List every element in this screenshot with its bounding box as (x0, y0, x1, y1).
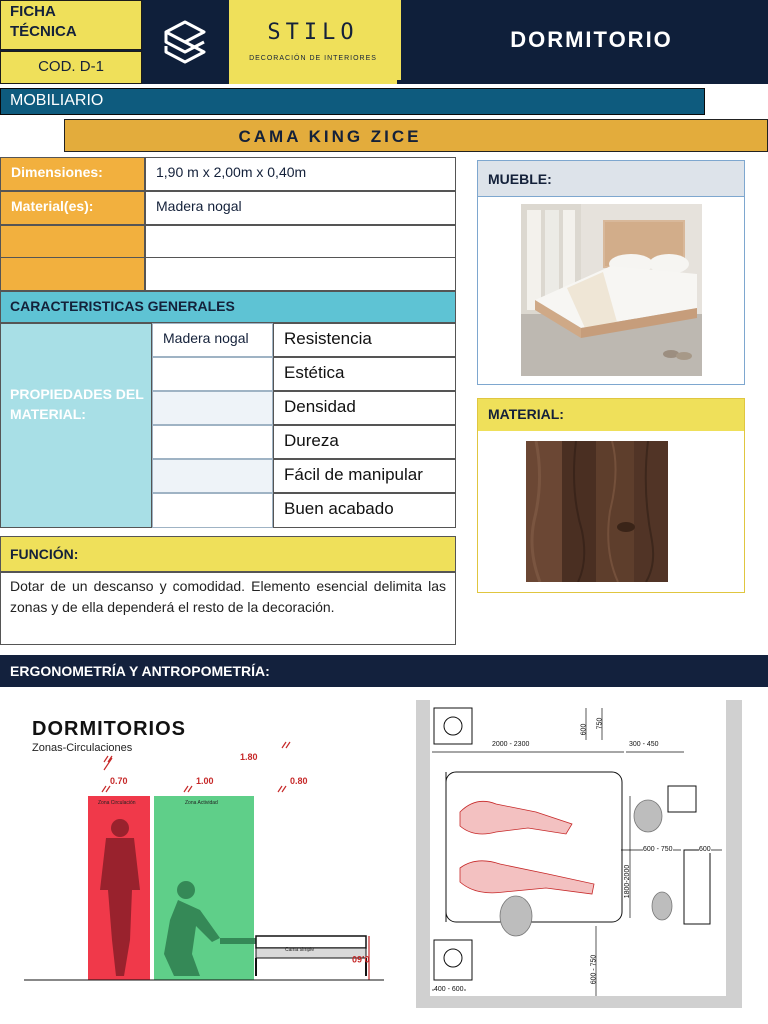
plan-dim: 2000 - 2300 (492, 741, 530, 748)
zones-diagram-title: DORMITORIOS (32, 718, 186, 740)
property-cell: Buen acabado (273, 493, 456, 528)
spec-value: Madera nogal (145, 191, 456, 225)
ficha-line-1: FICHA (10, 3, 56, 20)
plan-dim: 600 - 750 (643, 846, 673, 853)
wood-texture-photo (526, 441, 668, 582)
brand-logo-icon (146, 6, 224, 78)
ficha-line-2: TÉCNICA (10, 23, 77, 40)
material-cell (152, 493, 273, 528)
material-cell (152, 459, 273, 493)
dim-c-label: 0.80 (290, 776, 308, 786)
material-cell: Madera nogal (152, 323, 273, 357)
property-cell: Resistencia (273, 323, 456, 357)
material-cell (152, 391, 273, 425)
plan-dim: 750 (596, 717, 604, 730)
floor-plan-diagram (416, 700, 742, 1008)
product-name: CAMA KING ZICE (238, 127, 422, 146)
spec-row (0, 257, 456, 291)
plan-dim: 600 - 750 (590, 954, 598, 985)
dim-total-label: 1.80 (240, 752, 258, 762)
funcion-label: FUNCIÓN: (10, 546, 79, 562)
bed-label: Cama simple (285, 947, 315, 953)
category-bar (0, 88, 705, 115)
zones-diagram (24, 740, 384, 990)
material-label: MATERIAL: (488, 406, 564, 422)
spec-row (0, 225, 456, 259)
material-cell (152, 425, 273, 459)
spec-label (0, 225, 145, 259)
category-label: MOBILIARIO (10, 92, 104, 109)
property-cell: Estética (273, 357, 456, 391)
section-title: DORMITORIO (510, 27, 673, 52)
spec-value: 1,90 m x 2,00m x 0,40m (145, 157, 456, 191)
property-cell: Fácil de manipular (273, 459, 456, 493)
zone-2-label: Zona Actividad (185, 800, 218, 806)
funcion-text: Dotar de un descanso y comodidad. Elemento esencial delimita las zonas y de ella dependerá el resto de la decoración. (10, 578, 446, 615)
plan-dim: 600 (580, 723, 588, 736)
spec-value (145, 257, 456, 291)
mueble-label: MUEBLE: (488, 171, 552, 187)
plan-dim: 1800-2000 (624, 864, 632, 899)
zones-diagram-subtitle: Zonas-Circulaciones (32, 742, 133, 754)
property-cell: Densidad (273, 391, 456, 425)
spec-label: Dimensiones: (0, 157, 145, 191)
material-cell (152, 357, 273, 391)
dim-a-label: 0.70 (110, 776, 128, 786)
plan-dim: 400 - 600 (434, 986, 464, 993)
brand-name: STILO (267, 20, 359, 45)
dim-b-label: 1.00 (196, 776, 214, 786)
zone-1-label: Zona Circulación (98, 800, 136, 806)
brand-divider (397, 0, 401, 80)
caracteristicas-title: CARACTERISTICAS GENERALES (10, 298, 235, 314)
ergonometria-label: ERGONOMETRÍA Y ANTROPOMETRÍA: (10, 663, 270, 679)
spec-row (0, 157, 456, 191)
propiedades-label: PROPIEDADES DEL MATERIAL: (10, 386, 144, 422)
codigo-label: COD. D-1 (38, 58, 104, 75)
property-cell: Dureza (273, 425, 456, 459)
brand-subtitle: DECORACIÓN DE INTERIORES (249, 55, 377, 62)
bed-height-label: 0.60 (352, 954, 370, 964)
propiedades-label-box (0, 323, 152, 528)
spec-value (145, 225, 456, 259)
ficha-title (10, 2, 77, 42)
plan-dim: 300 - 450 (629, 741, 659, 748)
spec-row (0, 191, 456, 225)
plan-dim: 600 (699, 846, 711, 853)
bed-photo (521, 204, 702, 376)
spec-label (0, 257, 145, 291)
spec-label: Material(es): (0, 191, 145, 225)
